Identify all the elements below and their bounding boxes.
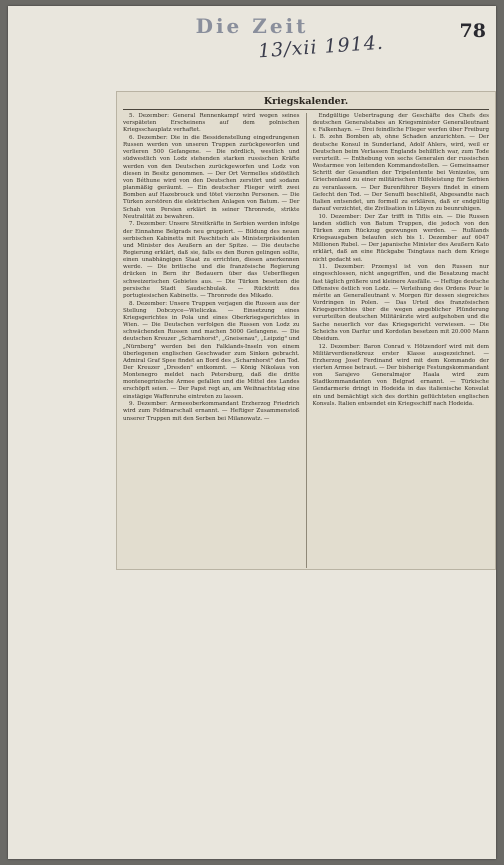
entry-paragraph: 7. Dezember: Unsere Streitkräfte in Serbien werden infolge der Einnahme Belgrads neu gruppiert. — Bildung des neuen serbischen Kabinetts mit Paschitsch als Ministerpräsidenten und Minister des Aeußern an der Spitze. — Die deutsche Regierung erklärt, daß sie, falls es den Buren gelingen sollte, einen unabhängigen Staat zu errichten, diesen anerkennen werde. — Die britische und die französische Regierung drücken in Bern ihr Bedauern über das Ueberfliegen schweizerischen Gebietes aus. — Die Türken besetzen die persische Stadt Saudschbulak. — Rücktritt des portugiesischen Kabinetts. — Thronrede des Mikado.	[123, 221, 300, 299]
clipping-columns	[123, 113, 489, 568]
handwritten-date: 13/xii 1914.	[257, 31, 385, 63]
entry-paragraph: 8. Dezember: Unsere Truppen verjagen die Russen aus der Stellung Dobczyce—Wieliczka. — Einsetzung eines Kriegsgerichtes in Pola und eines Oberkriegsgerichtes in Wien. — Die Deutschen verfolgen die Russen von Lodz zu schwächenden Russen und machen 5000 Gefangene. — Die deutschen Kreuzer „Scharnhorst", „Gneisenau", „Leipzig" und „Nürnberg" werden bei den Falklands-Inseln von einem überlegenen englischen Geschwader zum Sinken gebracht. Admiral Graf Spee findet an Bord des „Scharnhorst" den Tod. Der Kreuzer „Dresden" entkommt. — König Nikolaus von Montenegro meldet nach Petersburg, daß die dritte montenegrinische Armee gefallen und die Mittel des Landes erschöpft seien. — Der Papst regt an, am Weihnachtstag eine einstägige Waffenruhe eintreten zu lassen.	[123, 300, 300, 400]
entry-paragraph: 5. Dezember: General Rennenkampf wird wegen seines verspäteten Erscheinens auf dem polnischen Kriegsschauplatz verhaftet.	[123, 113, 300, 134]
entry-paragraph: 6. Dezember: Die in die Bessidenstellung eingedrungenen Russen werden von unseren Truppen zurückgeworfen und verlieren 500 Gefangene. — Die nördlich, westlich und südwestlich von Lodz stehenden starken russischen Kräfte werden von den Deutschen zurückgeworfen und Lodz von diesen in Besitz genommen. — Der Ort Vermelles südöstlich von Béthune wird von den Deutschen zerstört und sodann planmäßig geräumt. — Ein deutscher Flieger wirft zwei Bomben auf Hazebrouck und tötet vierzehn Personen. — Die Türken zerstören die elektrischen Anlagen von Batum. — Der Schah von Persien erklärt in seiner Thronrede, strikte Neutralität zu bewahren.	[123, 134, 300, 220]
newspaper-masthead: Die Zeit	[195, 14, 309, 38]
entry-paragraph: 11. Dezember: Przemysl ist von den Russen nur eingeschlossen, nicht angegriffen, und die Besatzung macht fast täglich größere und kleinere Ausfälle. — Heftige deutsche Offensive östlich von Lodz. — Verleihung des Ordens Pour le mérite an Generalleutnant v. Morgen für dessen siegreiches Vordringen in Polen. — Das Urteil des französischen Kriegsgerichtes über die wegen angeblicher Plünderung verurteilten deutschen Militärärzte wird aufgehoben und die Sache neuerlich vor das Kriegsgericht verwiesen. — Die Scheichs von Darfur und Kordofan besetzen mit 20.000 Mann Obeidum.	[312, 264, 489, 342]
entry-paragraph: 9. Dezember: Armeeoberkommandant Erzherzog Friedrich wird zum Feldmarschall ernannt. — Heftiger Zusammenstoß unserer Truppen mit den Serben bei Milanowatz. —	[123, 401, 300, 422]
entry-paragraph: 10. Dezember: Der Zar trifft in Tiflis ein. — Die Russen landen südlich von Batum Truppen, die jedoch von den Türken zum Rückzug gezwungen werden. — Rußlands Kriegsausgaben belaufen sich bis 1. Dezember auf 6047 Millionen Rubel. — Der japanische Minister des Aeußern Kato erklärt, daß an eine Rückgabe Tsingtaus nach dem Kriege nicht gedacht sei.	[312, 213, 489, 263]
column-divider	[306, 113, 307, 568]
right-column	[313, 113, 490, 568]
newspaper-clipping	[116, 91, 496, 570]
entry-paragraph: Endgültige Uebertragung der Geschäfte des Chefs des deutschen Generalstabes an Kriegsminister Generalleutnant v. Falkenhayn. — Drei feindliche Flieger werfen über Freiburg i. B. zehn Bomben ab, ohne Schaden anzurichten. — Der deutsche Konsul in Sunderland, Adolf Ahlers, wird, weil er Deutschen beim Verlassen Englands behilflich war, zum Tode verurteilt. — Enthebung von sechs Generalen der russischen Westarmee von leitenden Kommandostellen. — Gemeinsamer Schritt der Gesandten der Tripelentente bei Venizelos, um Griechenland zu einer militärischen Hilfeleistung für Serbien zu veranlassen. — Der Burenführer Beyers findet in einem Gefecht den Tod. — Der Senuffi beschließt, Abgesandte nach Italien entsendet, um formell zu erklären, daß er endgültig darauf verzichtet, die Zivilisation in Libyen zu beunruhigen.	[312, 113, 489, 213]
left-column	[123, 113, 300, 568]
entry-paragraph: 12. Dezember: Baron Conrad v. Hötzendorf wird mit dem Militärverdienstkreuz erster Klasse ausgezeichnet. — Erzherzog Josef Ferdinand wird mit dem Kommando der vierten Armee betraut. — Der bisherige Festungskommandant von Sarajevo Generalmajor Haala wird zum Stadtkommandanten von Belgrad ernannt. — Türkische Gendarmerie dringt in Hodeida in das italienische Konsulat ein und bemächtigt sich des dorthin geflüchteten englischen Konsuls. Italien entsendet ein Kriegsschiff nach Hodeida.	[312, 343, 489, 407]
clipping-title: Kriegskalender.	[123, 96, 489, 110]
archive-sheet	[8, 6, 496, 859]
page-number: 78	[459, 20, 486, 42]
